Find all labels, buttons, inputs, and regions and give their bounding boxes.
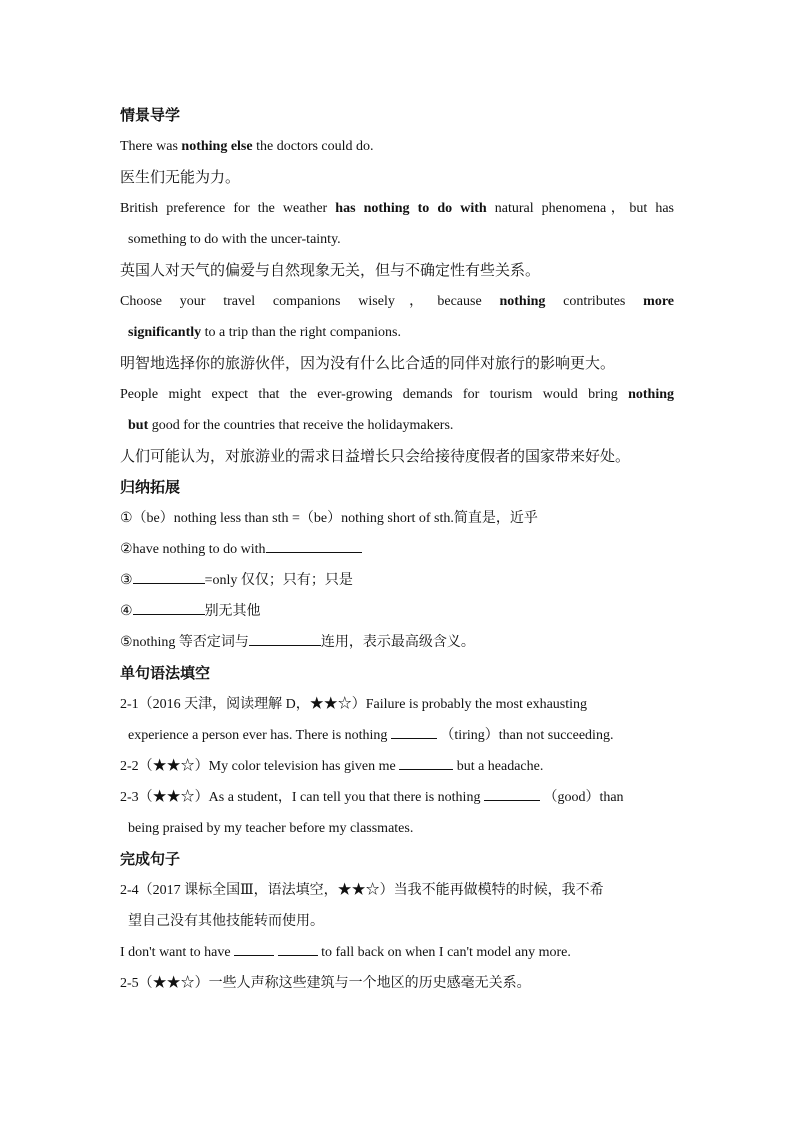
answer-blank[interactable] <box>391 724 437 739</box>
bold-word: but <box>128 418 149 433</box>
text: natural phenomena，but has <box>486 201 674 216</box>
text: People might expect that the ever-growing demands for tourism would bring <box>120 387 629 402</box>
example-sentence-4-cont <box>120 410 674 441</box>
section-heading-grammar-fill: 单句语法填空 <box>120 664 211 682</box>
text: good for the countries that receive the holidaymakers. <box>148 418 454 433</box>
text: （tiring）than not succeeding. <box>436 728 614 743</box>
answer-blank[interactable] <box>234 941 274 956</box>
bold-phrase: nothing else <box>181 139 253 154</box>
text: ⑤nothing 等否定词与 <box>120 635 249 650</box>
text: ③ <box>120 573 133 588</box>
example-sentence-3-cont <box>120 317 674 348</box>
document-content <box>120 100 674 999</box>
answer-blank[interactable] <box>266 538 362 553</box>
example-sentence-4 <box>120 379 674 410</box>
example-translation-3: 明智地选择你的旅游伙伴，因为没有什么比合适的同伴对旅行的影响更大。 <box>120 354 616 372</box>
text: There was <box>120 139 182 154</box>
text: contributes <box>545 294 644 309</box>
answer-blank[interactable] <box>278 941 318 956</box>
question-2-5: 2-5（★★☆）一些人声称这些建筑与一个地区的历史感毫无关系。 <box>120 976 531 991</box>
text: =only 仅仅；只有；只是 <box>204 573 353 588</box>
answer-blank[interactable] <box>484 786 540 801</box>
question-2-1: 2-1（2016 天津，阅读理解 D，★★☆）Failure is probably the most exhausting <box>120 697 588 712</box>
bold-phrase: has nothing to do with <box>335 201 487 216</box>
text: to a trip than the right companions. <box>201 325 401 340</box>
text: to fall back on when I can't model any more. <box>317 945 571 960</box>
text: （good）than <box>539 790 624 805</box>
text: 2-3（★★☆）As a student，I can tell you that there is nothing <box>120 790 484 805</box>
bold-word: nothing <box>499 294 546 309</box>
text: the doctors could do. <box>252 139 374 154</box>
text: experience a person ever has. There is nothing <box>128 728 391 743</box>
text: 连用，表示最高级含义。 <box>320 635 475 650</box>
example-translation-4: 人们可能认为，对旅游业的需求日益增长只会给接待度假者的国家带来好处。 <box>120 447 631 465</box>
rule-3 <box>120 565 674 596</box>
example-sentence-2-cont: something to do with the uncer-tainty. <box>128 232 341 247</box>
example-translation-1: 医生们无能为力。 <box>120 168 241 186</box>
question-2-4-english <box>120 937 674 968</box>
answer-blank[interactable] <box>249 631 321 646</box>
question-2-3-cont: being praised by my teacher before my classmates. <box>128 821 414 836</box>
question-2-4-cont: 望自己没有其他技能转而使用。 <box>128 914 324 929</box>
answer-blank[interactable] <box>133 569 205 584</box>
answer-blank[interactable] <box>399 755 453 770</box>
question-2-3 <box>120 782 674 813</box>
example-translation-2: 英国人对天气的偏爱与自然现象无关，但与不确定性有些关系。 <box>120 261 541 279</box>
rule-4 <box>120 596 674 627</box>
example-sentence-1 <box>120 131 674 162</box>
text: but a headache. <box>453 759 544 774</box>
question-2-2 <box>120 751 674 782</box>
text: I don't want to have <box>120 945 235 960</box>
section-heading-context: 情景导学 <box>120 106 181 124</box>
example-sentence-3 <box>120 286 674 317</box>
bold-word: more <box>643 294 674 309</box>
text: ④ <box>120 604 133 619</box>
section-heading-complete-sentences: 完成句子 <box>120 850 181 868</box>
question-2-1-cont <box>120 720 674 751</box>
text: ②have nothing to do with <box>120 542 266 557</box>
text: British preference for the weather <box>120 201 336 216</box>
rule-5 <box>120 627 674 658</box>
rule-1: ①（be）nothing less than sth =（be）nothing short of sth.简直是，近乎 <box>120 511 538 526</box>
bold-word: significantly <box>128 325 202 340</box>
bold-word: nothing <box>628 387 674 402</box>
answer-blank[interactable] <box>133 600 205 615</box>
text: 别无其他 <box>204 604 261 619</box>
text: 2-2（★★☆）My color television has given me <box>120 759 400 774</box>
question-2-4: 2-4（2017 课标全国Ⅲ，语法填空，★★☆）当我不能再做模特的时候，我不希 <box>120 883 604 898</box>
example-sentence-2 <box>120 193 674 224</box>
text: Choose your travel companions wisely，because <box>120 294 500 309</box>
rule-2 <box>120 534 674 565</box>
section-heading-summary: 归纳拓展 <box>120 478 181 496</box>
